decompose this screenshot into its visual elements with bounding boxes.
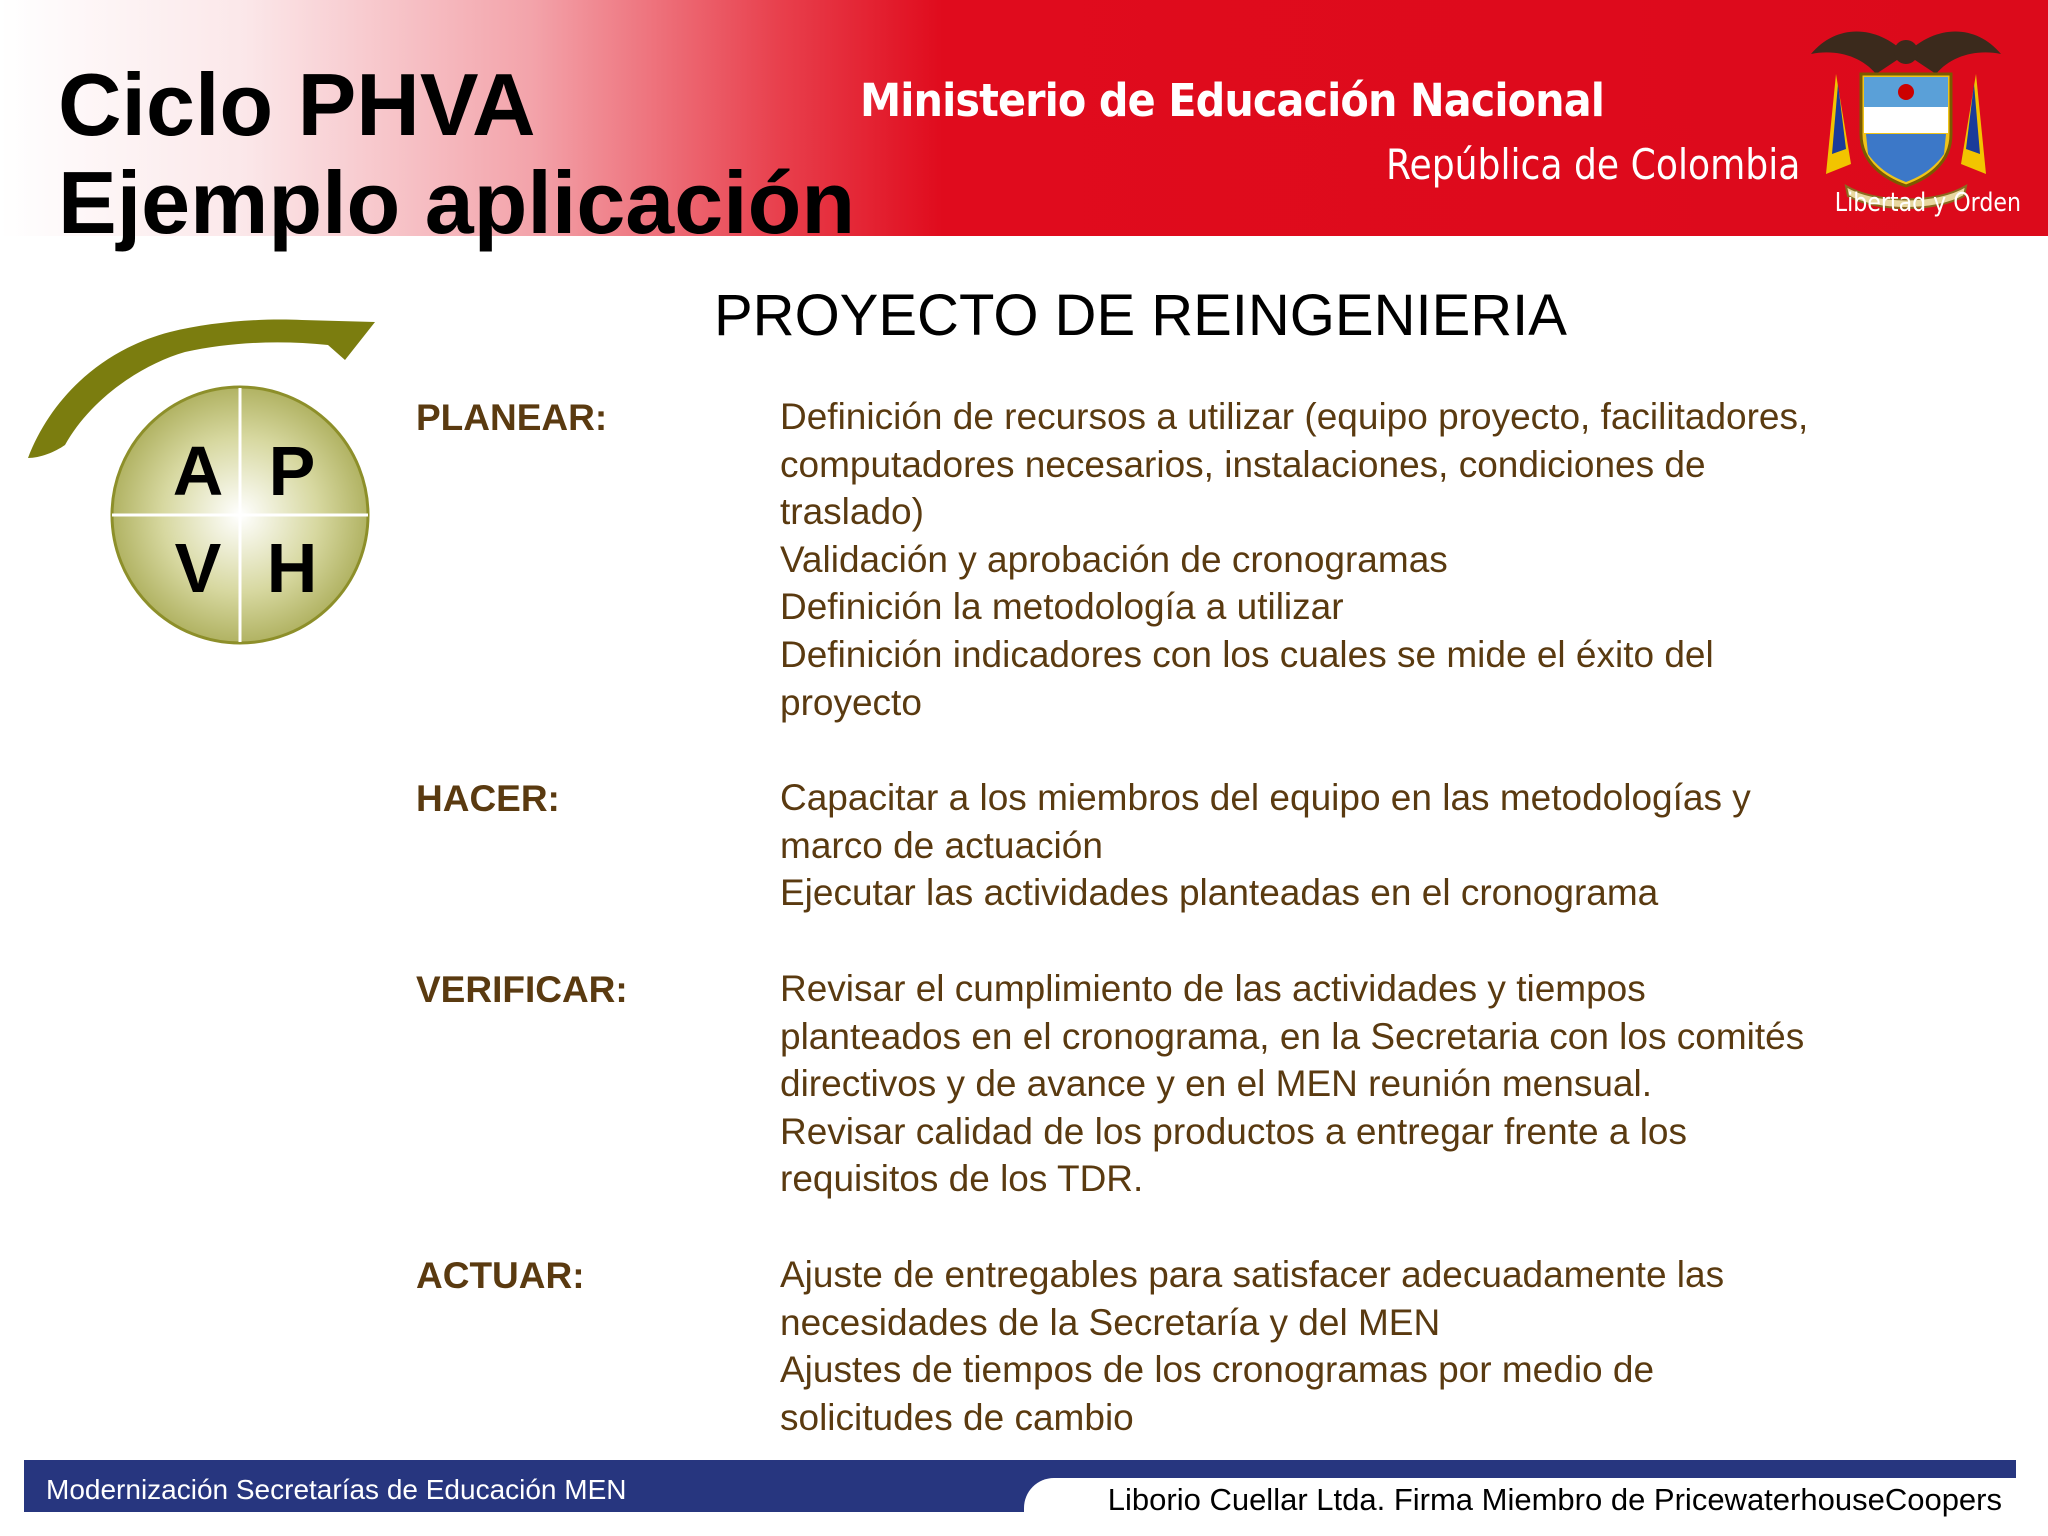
text-line: planteados en el cronograma, en la Secretaria con los comités (780, 1015, 1805, 1057)
title-line-1: Ciclo PHVA (58, 55, 536, 154)
text-line: Validación y aprobación de cronogramas (780, 538, 1448, 580)
cycle-letter-v: V (174, 529, 222, 607)
text-line: computadores necesarios, instalaciones, condiciones de (780, 443, 1706, 485)
text-line: requisitos de los TDR. (780, 1158, 1144, 1200)
section-label-verificar: VERIFICAR: (416, 969, 628, 1010)
section-text-planear (780, 393, 1960, 726)
slide-title (58, 56, 855, 252)
text-line: Definición de recursos a utilizar (equipo proyecto, facilitadores, (780, 396, 1809, 437)
republica-label: República de Colombia (1386, 140, 1801, 189)
text-line: necesidades de la Secretaría y del MEN (780, 1301, 1441, 1343)
footer-left-text: Modernización Secretarías de Educación MEN (46, 1474, 627, 1505)
text-line: Ajuste de entregables para satisfacer adecuadamente las (780, 1254, 1725, 1295)
title-line-2: Ejemplo aplicación (58, 153, 856, 252)
ministerio-label: Ministerio de Educación Nacional (860, 74, 1605, 127)
phva-cycle-diagram (20, 300, 400, 650)
footer-right-text: Liborio Cuellar Ltda. Firma Miembro de PricewaterhouseCoopers (1107, 1482, 2002, 1517)
section-label-hacer: HACER: (416, 778, 560, 819)
section-text-hacer (780, 774, 1960, 917)
text-line: Revisar calidad de los productos a entregar frente a los (780, 1110, 1688, 1152)
text-line: Capacitar a los miembros del equipo en las metodologías y (780, 777, 1751, 818)
cycle-letter-h: H (266, 529, 318, 607)
text-line: Ejecutar las actividades planteadas en el cronograma (780, 872, 1659, 914)
section-label-actuar: ACTUAR: (416, 1255, 585, 1296)
text-line: Definición indicadores con los cuales se mide el éxito del (780, 633, 1714, 675)
section-text-verificar (780, 965, 1960, 1203)
project-subtitle: PROYECTO DE REINGENIERIA (714, 283, 1567, 348)
crest-motto: Libertad y Orden (1834, 188, 2022, 218)
cycle-letter-p: P (268, 432, 316, 510)
text-line: proyecto (780, 681, 922, 723)
text-line: traslado) (780, 491, 924, 533)
section-label-planear: PLANEAR: (416, 397, 608, 438)
section-text-actuar (780, 1251, 1960, 1441)
text-line: solicitudes de cambio (780, 1396, 1134, 1438)
text-line: directivos y de avance y en el MEN reunión mensual. (780, 1063, 1652, 1105)
text-line: Ajustes de tiempos de los cronogramas por medio de (780, 1349, 1655, 1391)
text-line: Definición la metodología a utilizar (780, 586, 1344, 628)
text-line: marco de actuación (780, 824, 1103, 866)
cycle-letter-a: A (172, 432, 224, 510)
text-line: Revisar el cumplimiento de las actividades y tiempos (780, 968, 1646, 1009)
